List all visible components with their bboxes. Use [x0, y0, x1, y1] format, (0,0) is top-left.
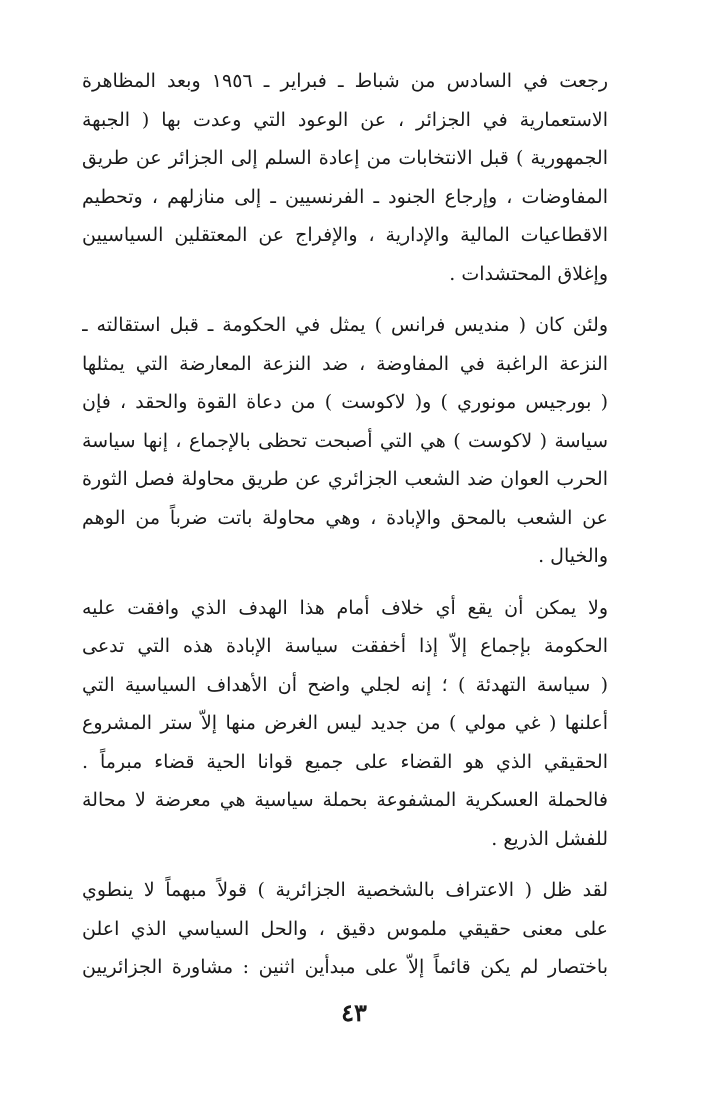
text-line: فالحملة العسكرية المشفوعة بحملة سياسية هي معرضة لا محالة [82, 789, 608, 811]
text-line: ( سياسة التهدئة ) ؛ إنه لجلي واضح أن الأهداف السياسية التي [82, 673, 608, 696]
text-line: ولئن كان ( منديس فرانس ) يمثل في الحكومة ـ قبل استقالته ـ [82, 314, 608, 336]
text-line: عن الشعب بالمحق والإبادة ، وهي محاولة باتت ضرباً من الوهم [82, 506, 608, 529]
paragraph-3 [82, 589, 626, 859]
paragraph-1 [82, 62, 626, 293]
text-line: الجمهورية ) قبل الانتخابات من إعادة السلم إلى الجزائر عن طريق [82, 147, 608, 169]
text-line: باختصار لم يكن قائماً إلاّ على مبدأين اثنين : مشاورة الجزائريين [82, 956, 608, 978]
text-line: الاقطاعيات المالية والإدارية ، والإفراج عن المعتقلين السياسيين [82, 224, 608, 246]
text-line: ولا يمكن أن يقع أي خلاف أمام هذا الهدف الذي وافقت عليه [82, 596, 608, 619]
text-line: وإغلاق المحتشدات . [449, 262, 608, 285]
text-line: لقد ظل ( الاعتراف بالشخصية الجزائرية ) قولاً مبهماً لا ينطوي [82, 879, 608, 901]
page-number: ٤٣ [341, 998, 367, 1027]
text-line: الحقيقي الذي هو القضاء على جميع قوانا الحية قضاء مبرماً . [82, 750, 608, 773]
text-line: الحكومة بإجماع إلاّ إذا أخفقت سياسة الإبادة هذه التي تدعى [82, 635, 608, 657]
text-line: رجعت في السادس من شباط ـ فبراير ـ ١٩٥٦ وبعد المظاهرة [82, 70, 608, 92]
text-line: على معنى حقيقي ملموس دقيق ، والحل السياسي الذي اعلن [82, 917, 608, 940]
text-line: الحرب العوان ضد الشعب الجزائري عن طريق محاولة فصل الثورة [82, 468, 608, 490]
paragraph-2 [82, 306, 626, 576]
body-text [82, 62, 626, 1000]
paragraph-4 [82, 871, 626, 987]
text-line: الاستعمارية في الجزائر ، عن الوعود التي وعدت بها ( الجبهة [82, 108, 608, 131]
text-line: للفشل الذريع . [491, 827, 608, 850]
text-line: ( بورجيس مونوري ) و( لاكوست ) من دعاة القوة والحقد ، فإن [82, 391, 608, 413]
text-line: المفاوضات ، وإرجاع الجنود ـ الفرنسيين ـ إلى منازلهم ، وتحطيم [82, 185, 608, 208]
text-line: والخيال . [538, 545, 608, 567]
text-line: سياسة ( لاكوست ) هي التي أصبحت تحظى بالإجماع ، إنها سياسة [82, 429, 608, 452]
text-line: النزعة الراغبة في المفاوضة ، ضد النزعة المعارضة التي يمثلها [82, 352, 608, 375]
text-line: أعلنها ( غي مولي ) من جديد ليس الغرض منها إلاّ ستر المشروع [82, 712, 608, 734]
